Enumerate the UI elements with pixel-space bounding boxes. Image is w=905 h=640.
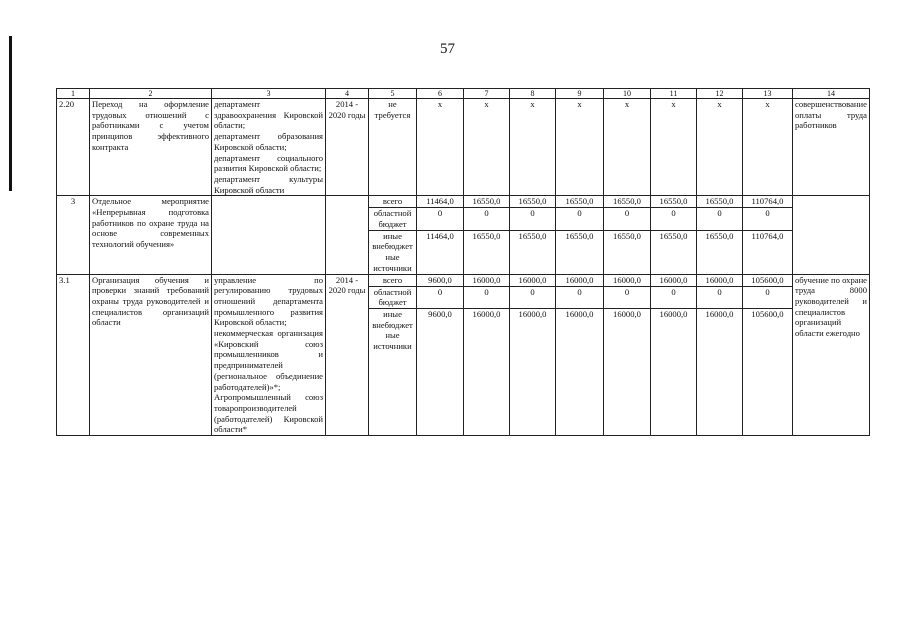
value-cell: 16000,0 [510,308,556,435]
margin-bar [9,36,12,191]
value-cell: 105600,0 [743,274,793,286]
executors [212,196,326,274]
header-cell: 14 [793,89,870,99]
table-row [57,274,870,286]
funding-source: не требуется [369,99,417,196]
value-cell: 16550,0 [604,196,651,208]
program-table [56,88,870,436]
value-cell: 16550,0 [697,196,743,208]
measure-name: Организация обучения и проверки знаний требований охраны труда руководителей и специалистов организаций области [90,274,212,436]
header-cell: 3 [212,89,326,99]
executors [212,274,326,436]
value-cell: 16550,0 [464,196,510,208]
executor-item: департамент социального развития Кировской области; [214,152,323,174]
value-cell: 9600,0 [417,274,464,286]
period: 2014 - 2020 годы [326,99,369,196]
value-cell: 16000,0 [697,308,743,435]
funding-source: иные внебюджетные источники [369,308,417,435]
value-cell: 0 [417,208,464,230]
measure-name: Переход на оформление трудовых отношений с работниками с учетом принципов эффективного контракта [90,99,212,196]
value-cell: 0 [510,286,556,308]
executors [212,99,326,196]
header-cell: 11 [651,89,697,99]
value-cell: 16550,0 [464,230,510,274]
value-cell: 16000,0 [651,274,697,286]
value-cell: 0 [464,286,510,308]
header-cell: 5 [369,89,417,99]
value-cell: 16550,0 [510,196,556,208]
header-cell: 12 [697,89,743,99]
header-cell: 10 [604,89,651,99]
header-cell: 8 [510,89,556,99]
value-cell: 0 [464,208,510,230]
period [326,196,369,274]
value-cell: 16000,0 [651,308,697,435]
value-cell: 16000,0 [464,274,510,286]
funding-source: всего [369,196,417,208]
value-cell: х [464,99,510,196]
value-cell: 16000,0 [510,274,556,286]
value-cell: 105600,0 [743,308,793,435]
value-cell: 16550,0 [697,230,743,274]
value-cell: 0 [556,208,604,230]
period: 2014 - 2020 годы [326,274,369,436]
executor-item: департамент здравоохранения Кировской области; [214,99,323,131]
value-cell: 110764,0 [743,230,793,274]
expected-result: обучение по охране труда 8000 руководителей и специалистов организаций области ежегодно [793,274,870,436]
value-cell: х [651,99,697,196]
value-cell: 0 [743,208,793,230]
row-number: 3.1 [57,274,90,436]
value-cell: 0 [556,286,604,308]
header-cell: 2 [90,89,212,99]
value-cell: 0 [604,208,651,230]
value-cell: 0 [651,286,697,308]
value-cell: х [697,99,743,196]
value-cell: 110764,0 [743,196,793,208]
value-cell: 16550,0 [510,230,556,274]
value-cell: 11464,0 [417,196,464,208]
row-number: 3 [57,196,90,274]
executor-item: департамент образования Кировской области; [214,131,323,152]
value-cell: 16000,0 [697,274,743,286]
value-cell: х [510,99,556,196]
value-cell: 9600,0 [417,308,464,435]
funding-source: иные внебюджетные источники [369,230,417,274]
value-cell: х [743,99,793,196]
table-row [57,99,870,196]
value-cell: 16550,0 [651,196,697,208]
executor-item: департамент культуры Кировской области [214,173,323,195]
value-cell: 0 [417,286,464,308]
value-cell: 0 [651,208,697,230]
value-cell: 16000,0 [464,308,510,435]
row-number: 2.20 [57,99,90,196]
value-cell: 0 [697,208,743,230]
header-cell: 4 [326,89,369,99]
value-cell: 11464,0 [417,230,464,274]
value-cell: 16550,0 [556,196,604,208]
funding-source: всего [369,274,417,286]
value-cell: 16550,0 [651,230,697,274]
funding-source: областной бюджет [369,286,417,308]
value-cell: 0 [604,286,651,308]
value-cell: х [556,99,604,196]
value-cell: 16000,0 [604,274,651,286]
value-cell: 16550,0 [556,230,604,274]
funding-source: областной бюджет [369,208,417,230]
header-cell: 7 [464,89,510,99]
executor-item: некоммерческая организация «Кировский союз промышленников и предпринимателей (региональное объединение работодателей)»*; [214,328,323,392]
value-cell: 16000,0 [556,308,604,435]
value-cell: 0 [697,286,743,308]
value-cell: 16550,0 [604,230,651,274]
value-cell: х [604,99,651,196]
page-number: 57 [440,41,455,57]
value-cell: 16000,0 [556,274,604,286]
value-cell: 0 [510,208,556,230]
executor-item: управление по регулированию трудовых отношений департамента промышленного развития Кировской области; [214,274,323,328]
measure-name: Отдельное мероприятие «Непрерывная подготовка работников по охране труда на основе современных технологий обучения» [90,196,212,274]
value-cell: х [417,99,464,196]
table-row [57,196,870,208]
header-cell: 9 [556,89,604,99]
expected-result: совершенствование оплаты труда работников [793,99,870,196]
header-cell: 6 [417,89,464,99]
header-cell: 13 [743,89,793,99]
header-cell: 1 [57,89,90,99]
executor-item: Агропромышленный союз товаропроизводителей (работодателей) Кировской области* [214,392,323,435]
value-cell: 0 [743,286,793,308]
header-row [57,89,870,99]
expected-result [793,196,870,274]
value-cell: 16000,0 [604,308,651,435]
